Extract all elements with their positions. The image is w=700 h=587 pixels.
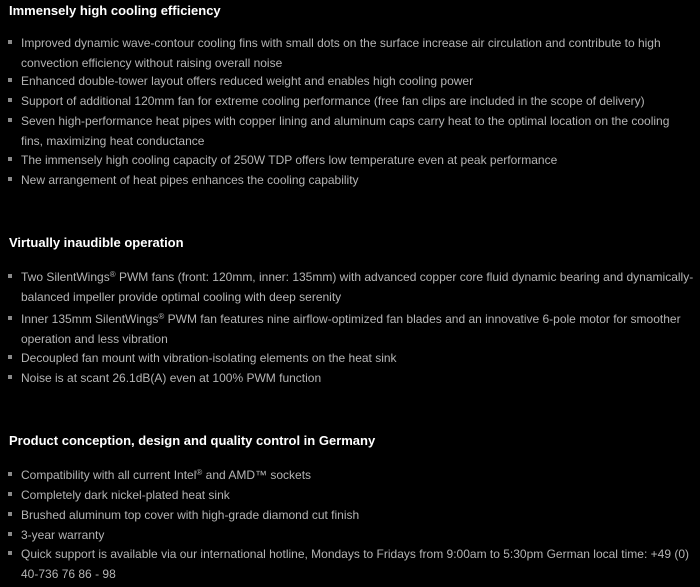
square-bullet-icon <box>8 157 12 161</box>
square-bullet-icon <box>8 512 12 516</box>
square-bullet-icon <box>8 532 12 536</box>
square-bullet-icon <box>8 316 12 320</box>
list-item-text: Enhanced double-tower layout offers reduced weight and enables high cooling power <box>21 74 474 88</box>
list-item-text: fins, maximizing heat conductance <box>21 133 205 148</box>
list-item-text: 40-736 76 86 - 98 <box>21 566 116 581</box>
list-item-text: PWM fans (front: 120mm, inner: 135mm) with advanced copper core fluid dynamic bearing and dynamically- <box>115 270 694 284</box>
registered-mark: ® <box>196 468 203 477</box>
square-bullet-icon <box>8 472 12 476</box>
list-item-text: balanced impeller provide optimal cooling with deep serenity <box>21 289 342 304</box>
square-bullet-icon <box>8 492 12 496</box>
square-bullet-icon <box>8 355 12 359</box>
square-bullet-icon <box>8 375 12 379</box>
square-bullet-icon <box>8 78 12 82</box>
list-item-text: 3-year warranty <box>21 528 105 542</box>
list-item-text: Brushed aluminum top cover with high-grade diamond cut finish <box>21 508 360 522</box>
list-item-text: Completely dark nickel-plated heat sink <box>21 488 230 502</box>
section-heading: Virtually inaudible operation <box>9 235 184 250</box>
list-item-text: New arrangement of heat pipes enhances the cooling capability <box>21 173 359 187</box>
list-item-text: Noise is at scant 26.1dB(A) even at 100% PWM function <box>21 371 322 385</box>
registered-mark: ® <box>158 312 165 321</box>
square-bullet-icon <box>8 274 12 278</box>
list-item-text: Quick support is available via our international hotline, Mondays to Fridays from 9:00am to 5:30pm German local time: +49 (0) <box>21 547 689 561</box>
list-item-text: and AMD™ sockets <box>202 468 312 482</box>
registered-mark: ® <box>109 270 116 279</box>
square-bullet-icon <box>8 551 12 555</box>
list-item-text: operation and less vibration <box>21 331 168 346</box>
list-item-text: Support of additional 120mm fan for extreme cooling performance (free fan clips are included in the scope of delivery) <box>21 94 645 108</box>
list-item-text: Compatibility with all current Intel <box>21 468 197 482</box>
list-item-text: Seven high-performance heat pipes with copper lining and aluminum caps carry heat to the optimal location on the cooling <box>21 114 670 128</box>
square-bullet-icon <box>8 40 12 44</box>
section-heading: Immensely high cooling efficiency <box>9 3 221 18</box>
list-item-text: The immensely high cooling capacity of 250W TDP offers low temperature even at peak performance <box>21 153 558 167</box>
square-bullet-icon <box>8 177 12 181</box>
list-item-text: Decoupled fan mount with vibration-isolating elements on the heat sink <box>21 351 397 365</box>
square-bullet-icon <box>8 118 12 122</box>
list-item-text: Two SilentWings <box>21 270 110 284</box>
section-heading: Product conception, design and quality control in Germany <box>9 433 376 448</box>
list-item-text: PWM fan features nine airflow-optimized fan blades and an innovative 6-pole motor for smoother <box>164 312 681 326</box>
list-item-text: convection efficiency without raising overall noise <box>21 55 283 70</box>
list-item-text: Improved dynamic wave-contour cooling fins with small dots on the surface increase air circulation and contribute to high <box>21 36 661 50</box>
list-item-text: Inner 135mm SilentWings <box>21 312 159 326</box>
square-bullet-icon <box>8 98 12 102</box>
